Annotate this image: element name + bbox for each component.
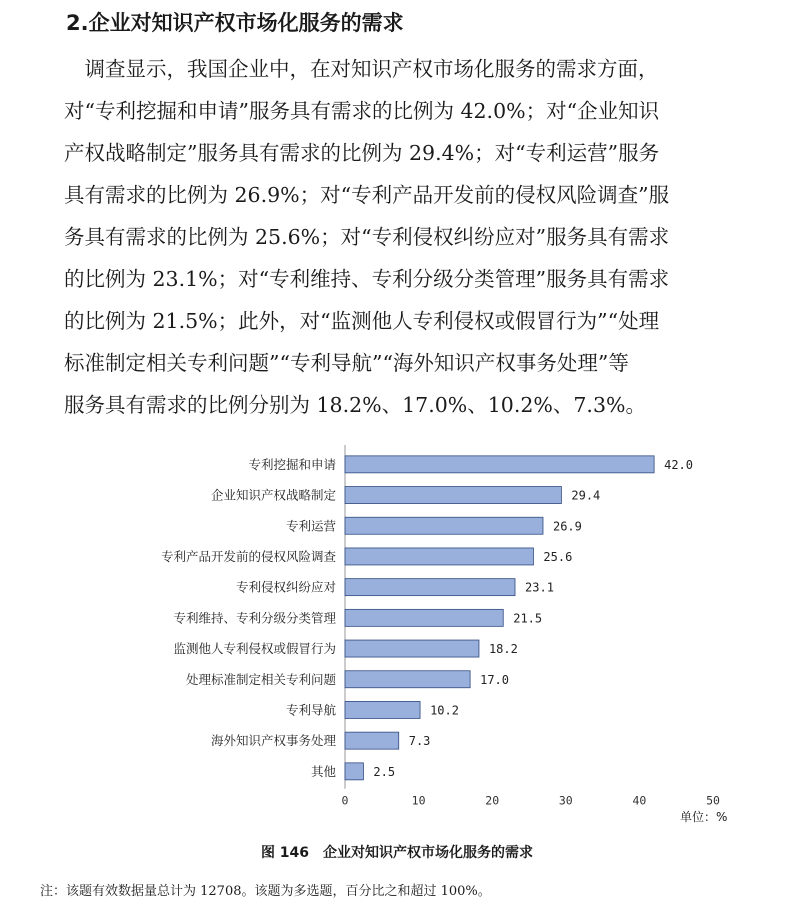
body-line: 务具有需求的比例为 25.6%；对“专利侵权纠纷应对”服务具有需求 xyxy=(64,225,670,249)
value-label: 17.0 xyxy=(480,672,510,687)
value-label: 7.3 xyxy=(408,734,431,749)
section-title: 2.企业对知识产权市场化服务的需求 xyxy=(66,11,404,35)
body-line: 标准制定相关专利问题”“专利导航”“海外知识产权事务处理”等 xyxy=(64,351,629,375)
figure-caption: 图 146 企业对知识产权市场化服务的需求 xyxy=(260,845,534,861)
category-label: 专利维持、专利分级分类管理 xyxy=(173,610,336,626)
x-tick-label: 20 xyxy=(485,793,500,808)
category-label: 海外知识产权事务处理 xyxy=(210,733,336,749)
x-tick-label: 30 xyxy=(558,793,573,808)
body-line: 服务具有需求的比例分别为 18.2%、17.0%、10.2%、7.3%。 xyxy=(64,393,646,417)
bar xyxy=(345,671,470,688)
category-label: 专利导航 xyxy=(285,702,336,718)
footnote: 注：该题有效数据量总计为 12708。该题为多选题，百分比之和超过 100%。 xyxy=(40,884,491,899)
value-label: 25.6 xyxy=(543,549,573,564)
x-tick-label: 0 xyxy=(341,793,349,808)
body-line: 的比例为 21.5%；此外，对“监测他人专利侵权或假冒行为”“处理 xyxy=(64,309,660,333)
value-label: 21.5 xyxy=(513,611,543,626)
bar xyxy=(345,579,515,596)
category-label: 监测他人专利侵权或假冒行为 xyxy=(173,641,336,657)
category-label: 专利挖掘和申请 xyxy=(248,456,336,472)
body-line: 对“专利挖掘和申请”服务具有需求的比例为 42.0%；对“企业知识 xyxy=(64,99,660,123)
bar-chart xyxy=(0,432,794,812)
body-paragraph xyxy=(64,48,752,426)
body-line: 产权战略制定”服务具有需求的比例为 29.4%；对“专利运营”服务 xyxy=(64,141,660,165)
value-label: 26.9 xyxy=(552,519,582,534)
value-label: 10.2 xyxy=(430,703,459,718)
bar xyxy=(345,517,543,534)
bar xyxy=(345,609,503,626)
bar xyxy=(345,487,561,504)
category-label: 专利运营 xyxy=(285,518,336,534)
bar xyxy=(345,763,363,780)
value-label: 2.5 xyxy=(373,764,396,779)
category-label: 专利产品开发前的侵权风险调查 xyxy=(160,548,336,564)
body-line: 具有需求的比例为 26.9%；对“专利产品开发前的侵权风险调查”服 xyxy=(64,183,670,207)
value-label: 29.4 xyxy=(571,488,601,503)
value-label: 18.2 xyxy=(488,642,518,657)
bar xyxy=(345,732,399,749)
category-label: 专利侵权纠纷应对 xyxy=(235,579,336,595)
category-label: 其他 xyxy=(310,763,336,779)
bar xyxy=(345,456,654,473)
x-tick-label: 40 xyxy=(632,793,647,808)
value-label: 42.0 xyxy=(664,457,694,472)
bar xyxy=(345,640,479,657)
unit-label: 单位：% xyxy=(680,810,728,824)
x-tick-label: 10 xyxy=(411,793,426,808)
body-line: 调查显示，我国企业中，在对知识产权市场化服务的需求方面， xyxy=(64,57,659,81)
bar xyxy=(345,701,420,718)
value-label: 23.1 xyxy=(525,580,554,595)
category-label: 企业知识产权战略制定 xyxy=(210,487,336,503)
body-line: 的比例为 23.1%；对“专利维持、专利分级分类管理”服务具有需求 xyxy=(64,267,670,291)
x-tick-label: 50 xyxy=(706,793,720,808)
category-label: 处理标准制定相关专利问题 xyxy=(185,671,336,687)
bar xyxy=(345,548,533,565)
